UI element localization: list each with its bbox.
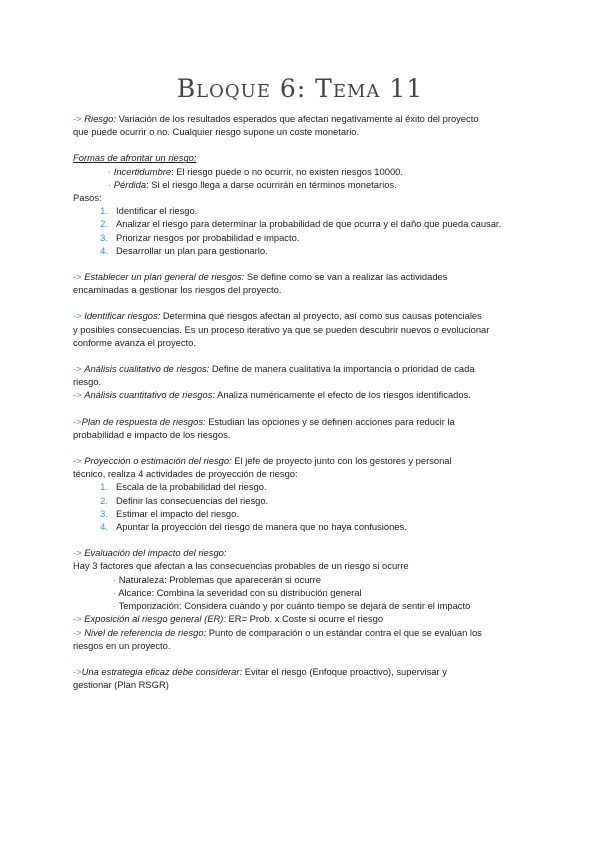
respuesta-paragraph: ->Plan de respuesta de riesgos: Estudian las opciones y se definen acciones para reducir la probabilidad e impacto de los riesgos.: [73, 415, 455, 440]
pasos-list: [73, 204, 533, 257]
list-item: 2. Analizar el riesgo para determinar la probabilidad de que ocurra y el daño que pueda causar.: [100, 218, 502, 230]
list-item: 1. Identificar el riesgo.: [100, 205, 198, 217]
formas-item: · Incertidumbre: El riesgo puede o no ocurrir, no existen riesgos 10000.: [108, 165, 403, 177]
riesgo-text: Variación de los resultados esperados que afectan negativamente al éxito del proyecto: [116, 113, 479, 124]
riesgo-paragraph: [73, 112, 533, 138]
evaluacion-item: · Naturaleza: Problemas que aparecerán si ocurre: [113, 573, 321, 585]
document-body: [73, 112, 533, 691]
list-item: 1. Escala de la probabilidad del riesgo.: [100, 481, 267, 493]
referencia-paragraph: -> Nivel de referencia de riesgo: Punto de comparación o un estándar contra el que se evalúan los riesgos en un proyecto.: [73, 626, 482, 651]
plan-general-paragraph: -> Establecer un plan general de riesgos: Se define como se van a realizar las actividades encaminadas a gestionar los riesgos del proyecto.: [73, 271, 448, 296]
evaluacion-item: · Temporización: Considera cuándo y por cuánto tiempo se dejará de sentir el impacto: [113, 600, 471, 612]
cualitativo-paragraph: -> Análisis cualitativo de riesgos: Define de manera cualitativa la importancia o prioridad de cada riesgo.: [73, 363, 475, 388]
list-item: 3. Estimar el impacto del riesgo.: [100, 507, 239, 519]
formas-heading: Formas de afrontar un riesgo:: [73, 152, 197, 164]
evaluacion-text: Hay 3 factores que afectan a las consecuencias probables de un riesgo si ocurre: [73, 560, 409, 572]
identificar-paragraph: -> Identificar riesgos: Determina qué riesgos afectan al proyecto, así como sus causas potenciales y posibles consecuencias. Es un proceso iterativo ya que se pueden descubrir nuevos o evolucionar conforme avanza el proyecto.: [73, 310, 490, 348]
exposicion-paragraph: -> Exposición al riesgo general (ER): ER= Prob. x Coste si ocurre el riesgo: [73, 613, 384, 625]
evaluacion-heading: -> Evaluación del impacto del riesgo:: [73, 547, 227, 559]
arrow-marker: ->: [73, 113, 82, 124]
list-item: 4. Apuntar la proyección del riesgo de manera que no haya confusiones.: [100, 521, 407, 533]
cuantitativo-paragraph: -> Análisis cuantitativo de riesgos: Analiza numéricamente el efecto de los riesgos identificados.: [73, 389, 471, 401]
riesgo-text: que puede ocurrir o no. Cualquier riesgo supone un coste monetario.: [73, 126, 360, 138]
page-title: Bloque 6: Tema 11: [176, 74, 424, 103]
proyeccion-list: [73, 480, 533, 533]
list-item: 2. Definir las consecuencias del riesgo.: [100, 494, 269, 506]
formas-item: · Pérdida: Si el riesgo llega a darse ocurrirán en términos monetarios.: [108, 178, 397, 190]
list-item: 3. Priorizar riesgos por probabilidad e impacto.: [100, 231, 300, 243]
list-item: 4. Desarrollar un plan para gestionarlo.: [100, 244, 268, 256]
pasos-label: Pasos:: [73, 192, 102, 204]
evaluacion-item: · Alcance: Combina la severidad con su distribución general: [113, 586, 362, 598]
estrategia-paragraph: ->Una estrategia eficaz debe considerar: Evitar el riesgo (Enfoque proactivo), supervisar y gestionar (Plan RSGR): [73, 665, 447, 691]
riesgo-heading: Riesgo:: [84, 113, 117, 124]
proyeccion-paragraph: -> Proyección o estimación del riesgo: El jefe de proyecto junto con los gestores y personal técnico, realiza 4 actividades de proyección de riesgo:: [73, 455, 452, 480]
